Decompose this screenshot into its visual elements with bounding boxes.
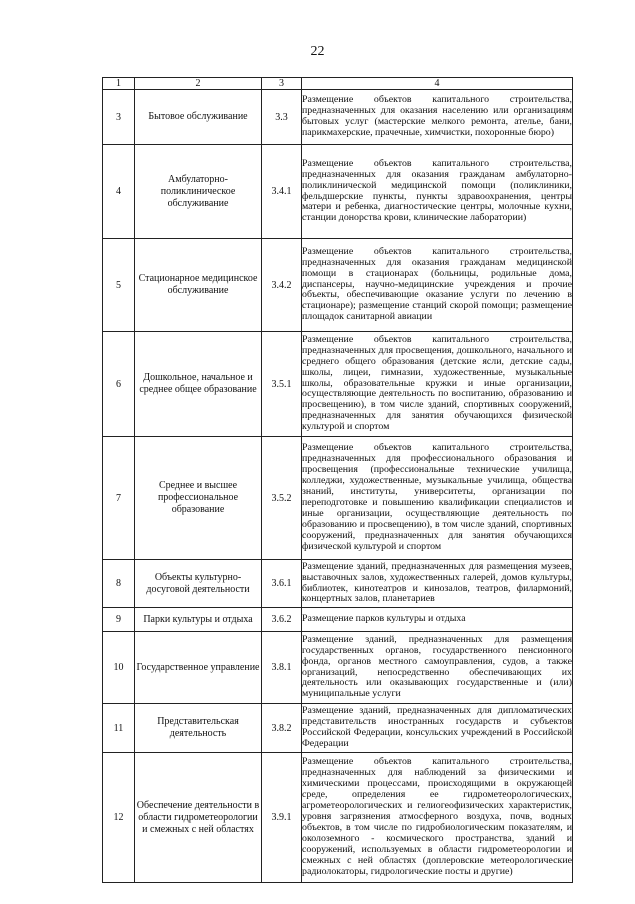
- use-type-code: 3.4.1: [262, 145, 302, 239]
- use-type-description: Размещение зданий, предназначенных для размещения музеев, выставочных залов, художественных галерей, домов культуры, библиотек, кинотеатров и кинозалов, театров, филармоний, концертных залов, планетариев: [302, 560, 573, 608]
- use-type-code: 3.8.2: [262, 704, 302, 753]
- table-row: [103, 145, 573, 239]
- table-row: [103, 704, 573, 753]
- table-row: [103, 560, 573, 608]
- use-type-description: Размещение объектов капитального строительства, предназначенных для профессионального образования и просвещения (профессиональные технические училища, колледжи, художественные, музыкальные училища, общества знаний, институты, университеты, организации по переподготовке и повышению квалификации специалистов и иные организации, осуществляющие деятельность по образованию и просвещению), в том числе зданий, спортивных сооружений, предназначенных для занятия обучающихся физической культурой и спортом: [302, 437, 573, 560]
- table-row: [103, 608, 573, 632]
- use-type-description: Размещение объектов капитального строительства, предназначенных для наблюдений за физическими и химическими процессами, происходящими в окружающей среде, определения ее гидрометеорологических, агрометеорологических и гелиогеофизических характеристик, уровня загрязнения атмосферного воздуха, почв, водных объектов, в том числе по гидробиологическим показателям, и околоземного - космического пространства, зданий и сооружений, используемых в области гидрометеорологии и смежных с ней областях (доплеровские метеорологические радиолокаторы, гидрологические посты и другие): [302, 753, 573, 883]
- row-number: 4: [103, 145, 135, 239]
- use-type-name: Объекты культурно-досуговой деятельности: [135, 560, 262, 608]
- row-number: 9: [103, 608, 135, 632]
- row-number: 8: [103, 560, 135, 608]
- row-number: 10: [103, 632, 135, 704]
- column-header: 1: [103, 78, 135, 90]
- use-type-name: Среднее и высшее профессиональное образование: [135, 437, 262, 560]
- use-type-name: Бытовое обслуживание: [135, 90, 262, 145]
- use-type-name: Парки культуры и отдыха: [135, 608, 262, 632]
- use-type-description: Размещение парков культуры и отдыха: [302, 608, 573, 632]
- row-number: 3: [103, 90, 135, 145]
- table-row: [103, 753, 573, 883]
- use-type-description: Размещение объектов капитального строительства, предназначенных для оказания гражданам медицинской помощи в стационарах (больницы, родильные дома, диспансеры, научно-медицинские учреждения и прочие объекты, обеспечивающие оказание услуги по лечению в стационаре); размещение станций скорой помощи; размещение площадок санитарной авиации: [302, 239, 573, 332]
- column-header: 3: [262, 78, 302, 90]
- use-type-description: Размещение зданий, предназначенных для размещения государственных органов, государственного пенсионного фонда, органов местного самоуправления, судов, а также организаций, непосредственно обеспечивающих их деятельность или оказывающих государственные и (или) муниципальные услуги: [302, 632, 573, 704]
- use-type-name: Государственное управление: [135, 632, 262, 704]
- use-type-code: 3.6.1: [262, 560, 302, 608]
- table-header-row: [103, 78, 573, 90]
- use-type-description: Размещение объектов капитального строительства, предназначенных для оказания населению или организациям бытовых услуг (мастерские мелкого ремонта, ателье, бани, парикмахерские, прачечные, химчистки, похоронные бюро): [302, 90, 573, 145]
- use-type-name: Амбулаторно-поликлиническое обслуживание: [135, 145, 262, 239]
- table-row: [103, 437, 573, 560]
- use-type-code: 3.8.1: [262, 632, 302, 704]
- use-type-description: Размещение объектов капитального строительства, предназначенных для просвещения, дошкольного, начального и среднего общего образования (детские ясли, детские сады, школы, лицеи, гимназии, художественные, музыкальные школы, образовательные кружки и иные организации, осуществляющие деятельность по воспитанию, образованию и просвещению), в том числе зданий, спортивных сооружений, предназначенных для занятия обучающихся физической культурой и спортом: [302, 332, 573, 437]
- use-type-name: Обеспечение деятельности в области гидрометеорологии и смежных с ней областях: [135, 753, 262, 883]
- use-type-code: 3.3: [262, 90, 302, 145]
- use-type-name: Стационарное медицинское обслуживание: [135, 239, 262, 332]
- table-row: [103, 90, 573, 145]
- column-header: 4: [302, 78, 573, 90]
- row-number: 12: [103, 753, 135, 883]
- row-number: 11: [103, 704, 135, 753]
- page-number: 22: [310, 44, 325, 59]
- table-row: [103, 332, 573, 437]
- use-type-code: 3.5.2: [262, 437, 302, 560]
- use-type-description: Размещение зданий, предназначенных для дипломатических представительств иностранных государств и субъектов Российской Федерации, консульских учреждений в Российской Федерации: [302, 704, 573, 753]
- table-row: [103, 239, 573, 332]
- table-row: [103, 632, 573, 704]
- row-number: 7: [103, 437, 135, 560]
- use-type-code: 3.5.1: [262, 332, 302, 437]
- use-type-code: 3.6.2: [262, 608, 302, 632]
- use-type-code: 3.9.1: [262, 753, 302, 883]
- column-header: 2: [135, 78, 262, 90]
- row-number: 6: [103, 332, 135, 437]
- use-type-description: Размещение объектов капитального строительства, предназначенных для оказания гражданам амбулаторно-поликлинической медицинской помощи (поликлиники, фельдшерские пункты, пункты здравоохранения, центры матери и ребенка, диагностические центры, молочные кухни, станции донорства крови, клинические лаборатории): [302, 145, 573, 239]
- row-number: 5: [103, 239, 135, 332]
- use-type-name: Дошкольное, начальное и среднее общее образование: [135, 332, 262, 437]
- use-type-code: 3.4.2: [262, 239, 302, 332]
- use-type-name: Представительская деятельность: [135, 704, 262, 753]
- land-use-table: [102, 77, 573, 883]
